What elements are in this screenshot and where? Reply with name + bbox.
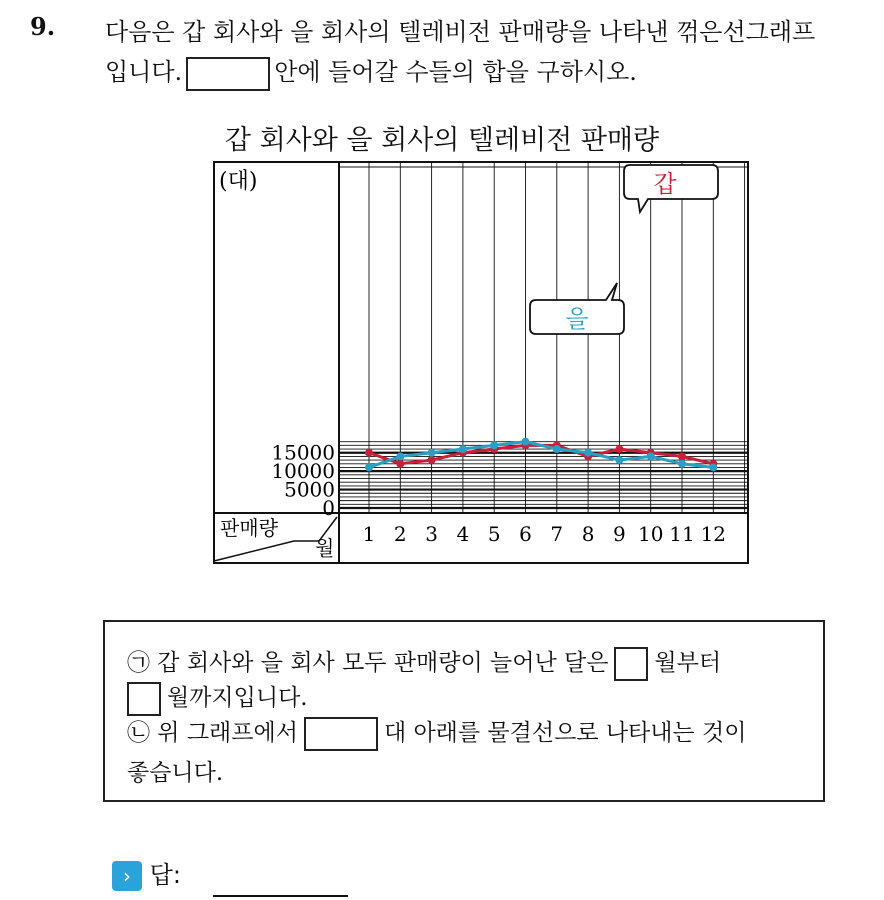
data-point [647, 452, 655, 460]
x-tick-label: 10 [637, 522, 664, 546]
data-point [584, 449, 592, 457]
wave-value-blank [304, 717, 378, 751]
question-text-line1: 다음은 갑 회사와 을 회사의 텔레비전 판매량을 나타낸 꺾은선그래프 [105, 18, 816, 46]
corner-label-bottom: 월 [315, 536, 335, 560]
y-tick-label: 10000 [271, 459, 335, 484]
data-point [522, 438, 530, 446]
data-point [678, 460, 686, 468]
data-point [553, 445, 561, 453]
chart-title: 갑 회사와 을 회사의 텔레비전 판매량 [224, 125, 660, 156]
x-tick-label: 9 [613, 522, 626, 546]
condition-1-suffix-2: 월까지입니다. [167, 685, 308, 711]
data-point [459, 445, 467, 453]
x-tick-label: 2 [393, 522, 407, 546]
condition-2-suffix: 대 아래를 물결선으로 나타내는 것이 [383, 720, 747, 746]
month-end-blank [127, 682, 161, 716]
condition-1-cont [127, 679, 308, 716]
question-line2-prefix: 입니다. [105, 58, 183, 86]
condition-1-prefix: ㉠ 갑 회사와 을 회사 모두 판매량이 늘어난 달은 [127, 650, 609, 676]
data-point [678, 452, 686, 460]
data-point [428, 449, 436, 457]
condition-2-cont: 좋습니다. [127, 760, 224, 786]
corner-label-top: 판매량 [220, 516, 278, 540]
data-point [396, 460, 404, 468]
data-point [490, 441, 498, 449]
x-tick-label: 3 [425, 522, 438, 546]
legend-label-gap: 갑 [653, 170, 677, 198]
data-point [709, 463, 717, 471]
y-tick-label: 15000 [271, 440, 335, 465]
y-tick-label: 5000 [284, 477, 335, 502]
chart-frame [214, 162, 748, 563]
x-tick-label: 1 [362, 522, 376, 546]
answer-row [112, 855, 181, 891]
question-conditions-box [103, 620, 825, 802]
x-tick-label: 6 [519, 522, 532, 546]
condition-2 [127, 714, 746, 751]
answer-input-line[interactable] [213, 895, 348, 897]
legend-label-eul: 을 [565, 305, 589, 333]
x-tick-label: 12 [700, 522, 727, 546]
question-number: 9. [30, 12, 56, 41]
y-tick-label: 0 [322, 496, 335, 520]
condition-1 [127, 644, 721, 681]
month-start-blank [614, 647, 648, 681]
data-point [365, 449, 373, 457]
data-point [428, 456, 436, 464]
y-axis-label: (대) [219, 169, 258, 194]
question-line2-suffix: 안에 들어갈 수들의 합을 구하시오. [274, 58, 637, 86]
chevron-right-icon: › [112, 861, 142, 891]
data-point [615, 456, 623, 464]
data-point [615, 445, 623, 453]
condition-2-prefix: ㉡ 위 그래프에서 [127, 720, 298, 746]
x-tick-label: 8 [581, 522, 595, 546]
answer-label: 답: [149, 861, 181, 889]
condition-1-suffix: 월부터 [654, 650, 722, 676]
x-tick-label: 7 [550, 522, 564, 546]
data-point [396, 452, 404, 460]
data-point [365, 463, 373, 471]
x-tick-label: 11 [669, 522, 695, 546]
x-tick-label: 4 [456, 522, 470, 546]
x-tick-label: 5 [487, 522, 501, 546]
